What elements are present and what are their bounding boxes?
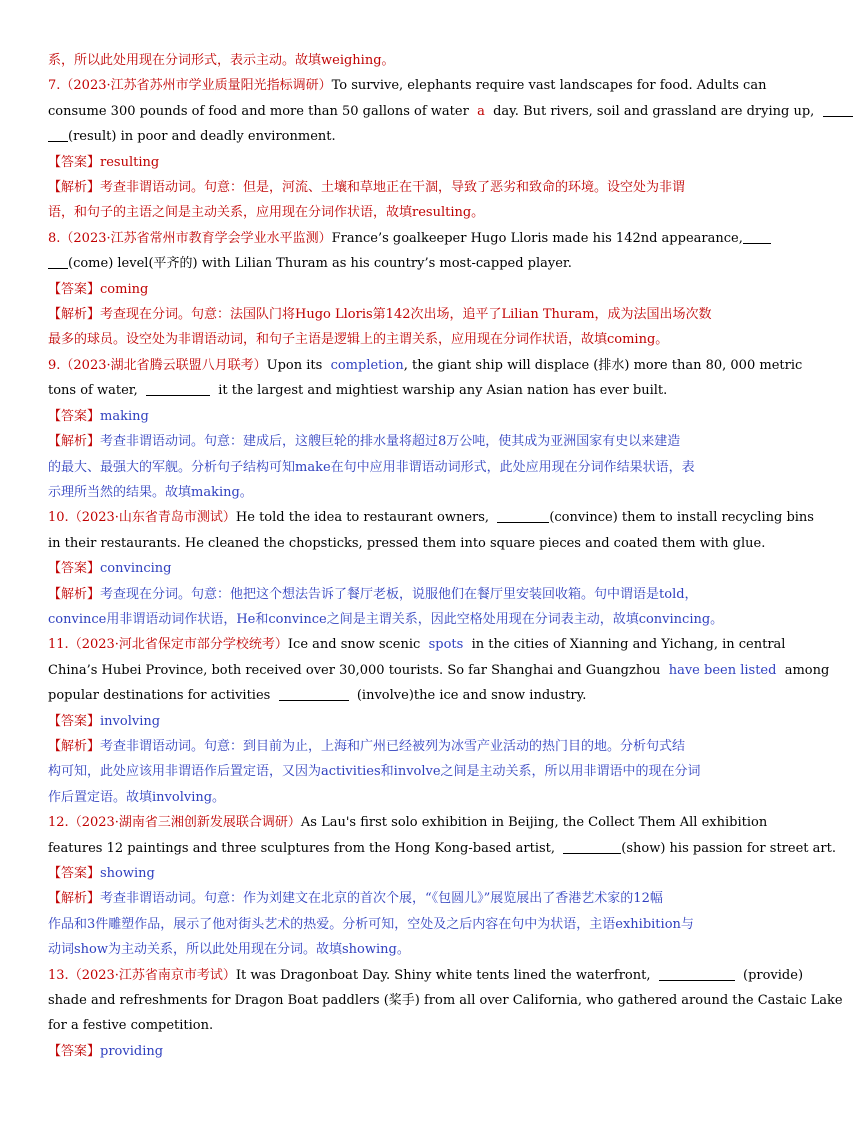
question-stem: it the largest and mightiest warship any Asian nation has ever built.: [218, 383, 668, 399]
question-stem: It was Dragonboat Day. Shiny white tents lined the waterfront,: [235, 967, 651, 983]
analysis-text: 动词show为主动关系，所以此处用现在分词。故填showing。: [48, 942, 410, 958]
question-stem: shade and refreshments for Dragon Boat paddlers (桨手) from all over California, who gathered around the Castaic Lake: [48, 993, 843, 1009]
question-number: 12.: [48, 815, 69, 831]
analysis-text: 构可知，此处应该用非谓语作后置定语，又因为activities和involve之间是主动关系，所以用非谓语中的现在分词: [48, 764, 701, 780]
answer-blank[interactable]: [279, 686, 349, 701]
question-stem: To survive, elephants require vast landscapes for food. Adults can: [331, 78, 767, 94]
answer-blank[interactable]: [659, 966, 735, 981]
question-stem: As Lau's first solo exhibition in Beijing, the Collect Them All exhibition: [300, 815, 768, 831]
answer-blank[interactable]: [497, 508, 549, 523]
question-stem: (result) in poor and deadly environment.: [68, 129, 336, 145]
analysis-tag: 【解析】: [48, 434, 101, 450]
question-stem: Upon its: [266, 357, 323, 373]
answer-blank[interactable]: [743, 229, 771, 244]
question-stem: , the giant ship will displace (排水) more than 80, 000 metric: [403, 357, 803, 373]
question-source: （2023·山东省青岛市测试）: [68, 510, 236, 526]
question-stem: for a festive competition.: [48, 1018, 214, 1034]
answer-value: showing: [100, 866, 155, 881]
analysis-tag: 【解析】: [48, 180, 101, 196]
analysis-text: 语，和句子的主语之间是主动关系，应用现在分词作状语，故填resulting。: [48, 205, 485, 221]
analysis-tag: 【解析】: [48, 738, 101, 754]
answer-tag: 【答案】: [48, 1043, 101, 1059]
question-source: （2023·湖北省腾云联盟八月联考）: [60, 357, 267, 373]
analysis-text: 的最大、最强大的军舰。分析句子结构可知make在句中应用非谓语动词形式，此处应用现在分词作结果状语，表: [48, 459, 695, 475]
answer-value: resulting: [100, 154, 160, 170]
analysis-text: 考查非谓语动词。句意：作为刘建文在北京的首次个展，“《包圆儿》”展览展出了香港艺术家的12幅: [100, 891, 663, 907]
highlight-word: a: [477, 103, 485, 119]
question-number: 13.: [48, 967, 69, 983]
question-10: [48, 505, 814, 632]
answer-blank[interactable]: [146, 381, 210, 396]
question-8: [48, 226, 752, 353]
question-stem: among: [784, 662, 830, 678]
question-number: 9.: [48, 357, 61, 373]
analysis-text: convince用非谓语动词作状语，He和convince之间是主谓关系，因此空格处用现在分词表主动，故填convincing。: [48, 611, 724, 627]
question-source: （2023·江苏省苏州市学业质量阳光指标调研）: [60, 78, 332, 94]
analysis-tag: 【解析】: [48, 586, 101, 602]
analysis-text: 考查现在分词。句意：法国队门将Hugo Lloris第142次出场，追平了Lilian Thuram，成为法国出场次数: [100, 307, 712, 323]
question-stem: (come) level(平齐的) with Lilian Thuram as his country’s most-capped player.: [68, 256, 572, 272]
question-number: 8.: [48, 230, 61, 246]
question-number: 7.: [48, 78, 61, 94]
question-source: （2023·河北省保定市部分学校统考）: [68, 637, 288, 653]
prev-explanation-tail: 系，所以此处用现在分词形式，表示主动。故填weighing。: [48, 53, 395, 68]
answer-value: involving: [100, 713, 161, 729]
question-source: （2023·江苏省南京市考试）: [68, 967, 236, 983]
question-11: [48, 632, 830, 810]
answer-blank[interactable]: [48, 127, 68, 142]
question-stem: in their restaurants. He cleaned the chopsticks, pressed them into square pieces and coated them with glue.: [48, 535, 766, 551]
answer-blank[interactable]: [563, 839, 621, 854]
highlight-word: spots: [428, 637, 464, 653]
question-source: （2023·湖南省三湘创新发展联合调研）: [68, 815, 301, 831]
analysis-text: 考查非谓语动词。句意：建成后，这艘巨轮的排水量将超过8万公吨，使其成为亚洲国家有史以来建造: [100, 434, 681, 450]
answer-tag: 【答案】: [48, 154, 101, 170]
question-stem: popular destinations for activities: [48, 688, 271, 704]
analysis-text: 示理所当然的结果。故填making。: [48, 484, 253, 500]
question-stem: China’s Hubei Province, both received over 30,000 tourists. So far Shanghai and Guangzhou: [48, 662, 661, 678]
question-stem: tons of water,: [48, 383, 138, 399]
question-stem: features 12 paintings and three sculptures from the Hong Kong-based artist,: [48, 840, 556, 856]
answer-tag: 【答案】: [48, 713, 101, 729]
question-stem: (involve)the ice and snow industry.: [356, 688, 587, 704]
analysis-tag: 【解析】: [48, 307, 101, 323]
answer-value: making: [100, 408, 149, 424]
answer-tag: 【答案】: [48, 281, 101, 297]
answer-tag: 【答案】: [48, 561, 101, 577]
question-number: 10.: [48, 510, 69, 526]
question-stem: (convince) them to install recycling bins: [549, 510, 814, 526]
document-page: [48, 48, 843, 1064]
answer-value: providing: [100, 1043, 164, 1059]
question-9: [48, 353, 803, 505]
answer-tag: 【答案】: [48, 408, 101, 424]
analysis-text: 考查非谓语动词。句意：到目前为止，上海和广州已经被列为冰雪产业活动的热门目的地。分析句式结: [100, 738, 686, 754]
question-stem: (show) his passion for street art.: [621, 840, 836, 856]
question-stem: He told the idea to restaurant owners,: [235, 510, 490, 526]
analysis-tag: 【解析】: [48, 891, 101, 907]
question-13: [48, 963, 843, 1065]
question-stem: day. But rivers, soil and grassland are drying up,: [493, 103, 815, 119]
question-source: （2023·江苏省常州市教育学会学业水平监测）: [60, 230, 332, 246]
answer-blank[interactable]: [823, 102, 853, 117]
question-number: 11.: [48, 637, 69, 653]
analysis-text: 考查现在分词。句意：他把这个想法告诉了餐厅老板，说服他们在餐厅里安装回收箱。句中谓语是told，: [100, 586, 698, 602]
answer-value: convincing: [100, 561, 172, 577]
question-12: [48, 810, 836, 962]
question-stem: (provide): [743, 967, 804, 983]
analysis-text: 考查非谓语动词。句意：但是，河流、土壤和草地正在干涸，导致了恶劣和致命的环境。设空处为非谓: [100, 180, 686, 196]
analysis-text: 作品和3件雕塑作品，展示了他对街头艺术的热爱。分析可知，空处及之后内容在句中为状语，主语exhibition与: [48, 916, 694, 932]
question-stem: France’s goalkeeper Hugo Lloris made his 142nd appearance,: [331, 230, 743, 246]
answer-blank[interactable]: [48, 254, 68, 269]
question-stem: Ice and snow scenic: [287, 637, 421, 653]
answer-value: coming: [100, 281, 149, 297]
analysis-text: 作后置定语。故填involving。: [48, 789, 226, 805]
highlight-word: have been listed: [668, 662, 777, 678]
question-7: [48, 73, 815, 225]
question-stem: consume 300 pounds of food and more than 50 gallons of water: [48, 103, 469, 119]
question-stem: in the cities of Xianning and Yichang, in central: [471, 637, 786, 653]
highlight-word: completion: [330, 357, 404, 373]
answer-tag: 【答案】: [48, 866, 101, 881]
analysis-text: 最多的球员。设空处为非谓语动词，和句子主语是逻辑上的主谓关系，应用现在分词作状语，故填coming。: [48, 332, 669, 348]
